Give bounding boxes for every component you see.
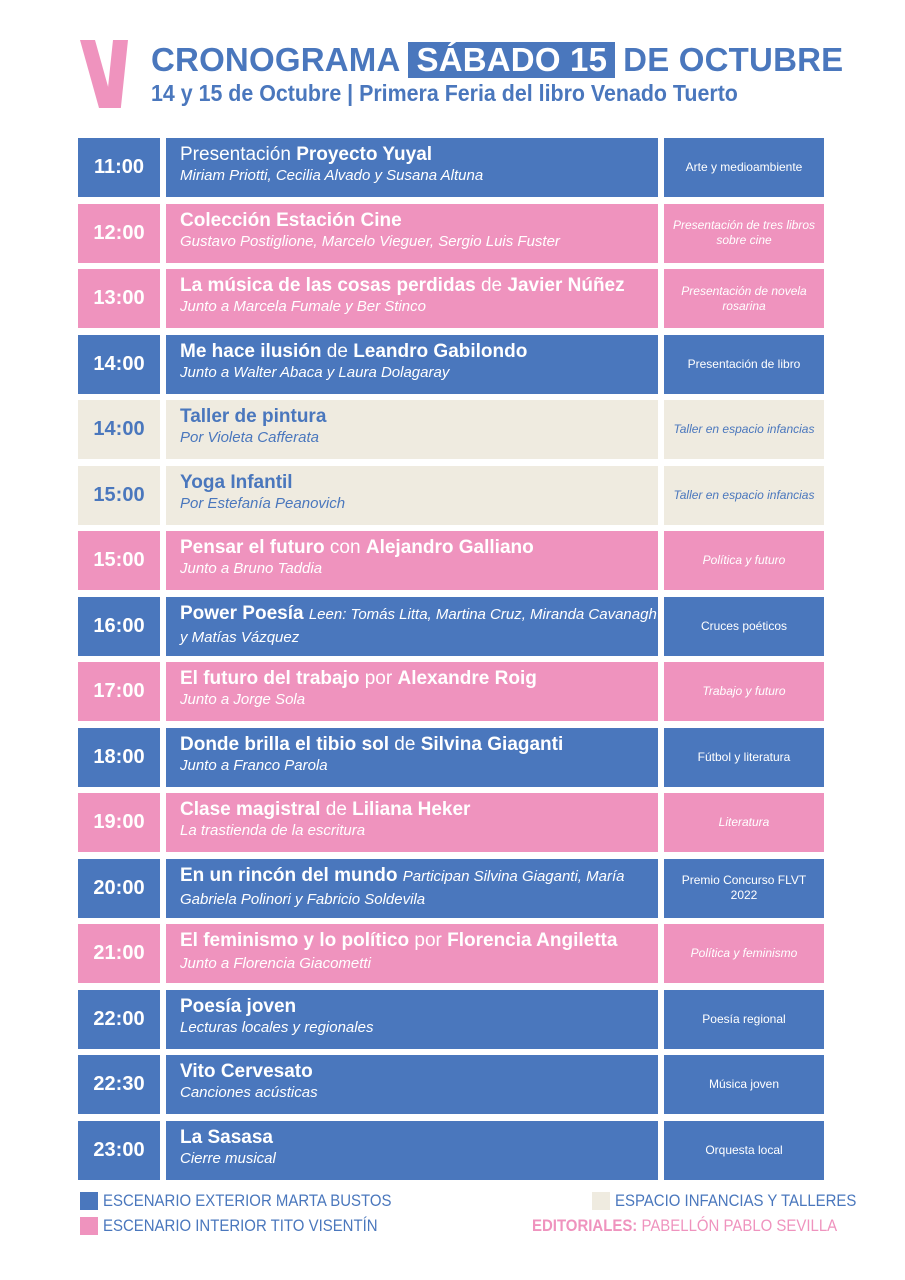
event-subtitle: Gustavo Postiglione, Marcelo Vieguer, Sergio Luis Fuster bbox=[180, 232, 560, 250]
event-category-tag: Fútbol y literatura bbox=[664, 728, 824, 787]
legend-spaces bbox=[532, 1190, 889, 1240]
event-title-main: Vito Cervesato bbox=[180, 1061, 313, 1082]
event-category-tag: Música joven bbox=[664, 1055, 824, 1114]
event-category-tag: Taller en espacio infancias bbox=[664, 400, 824, 459]
event-title-connector: con bbox=[324, 537, 366, 558]
event-time: 20:00 bbox=[78, 859, 160, 918]
event-title-author: Leandro Gabilondo bbox=[353, 340, 528, 362]
event-title-main: El futuro del trabajo bbox=[180, 668, 360, 689]
event-title bbox=[180, 930, 658, 975]
event-time: 15:00 bbox=[78, 531, 160, 590]
schedule-row bbox=[78, 859, 824, 918]
event-title-main: Taller de pintura bbox=[180, 406, 327, 427]
event-time: 21:00 bbox=[78, 924, 160, 983]
event-time: 14:00 bbox=[78, 400, 160, 459]
event-title-author: Silvina Giaganti bbox=[420, 733, 564, 755]
event-category-tag: Trabajo y futuro bbox=[664, 662, 824, 721]
event-details bbox=[166, 990, 658, 1049]
event-subtitle: Por Estefanía Peanovich bbox=[180, 494, 346, 512]
event-title bbox=[180, 865, 658, 911]
event-subtitle: Junto a Walter Abaca y Laura Dolagaray bbox=[180, 363, 450, 381]
event-details bbox=[166, 531, 658, 590]
event-time: 14:00 bbox=[78, 335, 160, 394]
event-title-author: Alejandro Galliano bbox=[365, 537, 534, 558]
event-details bbox=[166, 662, 658, 721]
event-details bbox=[166, 924, 658, 983]
event-details bbox=[166, 400, 658, 459]
legend-swatch-blue bbox=[80, 1192, 98, 1210]
event-title-main: El feminismo y lo político bbox=[180, 930, 410, 951]
legend-item-interior bbox=[80, 1215, 431, 1237]
event-title-main: Power Poesía bbox=[180, 602, 304, 624]
event-time: 15:00 bbox=[78, 466, 160, 525]
event-category-tag: Presentación de novela rosarina bbox=[664, 269, 824, 328]
event-details bbox=[166, 204, 658, 263]
title-prefix: CRONOGRAMA bbox=[151, 41, 401, 78]
event-title-main: La Sasasa bbox=[180, 1126, 273, 1148]
event-title-author: Alexandre Roig bbox=[397, 668, 537, 689]
event-title-main: En un rincón del mundo bbox=[180, 864, 398, 886]
event-details bbox=[166, 269, 658, 328]
event-subtitle: La trastienda de la escritura bbox=[180, 822, 366, 839]
event-title bbox=[180, 996, 658, 1018]
event-category-tag: Política y futuro bbox=[664, 531, 824, 590]
event-title-author: Javier Núñez bbox=[507, 275, 625, 296]
event-title-main: Poesía joven bbox=[180, 995, 297, 1017]
event-title-main: La música de las cosas perdidas bbox=[180, 275, 476, 296]
event-subtitle: Por Violeta Cafferata bbox=[180, 429, 319, 446]
event-title-main: Pensar el futuro bbox=[180, 537, 325, 558]
schedule-row bbox=[78, 531, 824, 590]
event-title-main: Me hace ilusión bbox=[180, 340, 322, 362]
event-title bbox=[180, 734, 658, 756]
event-category-tag: Literatura bbox=[664, 793, 824, 852]
legend-label-exterior: ESCENARIO EXTERIOR MARTA BUSTOS bbox=[103, 1191, 392, 1210]
event-category-tag: Orquesta local bbox=[664, 1121, 824, 1180]
event-title bbox=[180, 537, 658, 559]
event-subtitle: Cierre musical bbox=[180, 1149, 276, 1167]
event-category-tag: Presentación de tres libros sobre cine bbox=[664, 204, 824, 263]
event-subtitle: Junto a Franco Parola bbox=[180, 756, 328, 774]
event-subtitle: Lecturas locales y regionales bbox=[180, 1018, 374, 1036]
event-title bbox=[180, 1127, 658, 1149]
title-suffix: DE OCTUBRE bbox=[623, 41, 844, 78]
event-title bbox=[180, 472, 658, 494]
event-subtitle: Canciones acústicas bbox=[180, 1084, 318, 1101]
schedule-row bbox=[78, 400, 824, 459]
legend-item-editoriales bbox=[532, 1215, 889, 1237]
event-details bbox=[166, 597, 658, 656]
event-details bbox=[166, 859, 658, 918]
event-title bbox=[180, 799, 658, 821]
event-title-connector: por bbox=[409, 930, 448, 951]
event-details bbox=[166, 335, 658, 394]
event-time: 17:00 bbox=[78, 662, 160, 721]
legend-label-infancias: ESPACIO INFANCIAS Y TALLERES bbox=[615, 1191, 857, 1210]
event-time: 18:00 bbox=[78, 728, 160, 787]
schedule-row bbox=[78, 138, 824, 197]
event-subtitle: Junto a Marcela Fumale y Ber Stinco bbox=[180, 298, 426, 315]
event-category-tag: Presentación de libro bbox=[664, 335, 824, 394]
event-title bbox=[180, 603, 658, 649]
event-subtitle: Junto a Bruno Taddia bbox=[180, 560, 323, 577]
event-time: 22:30 bbox=[78, 1055, 160, 1114]
legend-editoriales-value: PABELLÓN PABLO SEVILLA bbox=[641, 1216, 838, 1235]
event-details bbox=[166, 466, 658, 525]
legend-venues bbox=[80, 1190, 431, 1240]
schedule-row bbox=[78, 597, 824, 656]
legend-editoriales-text bbox=[532, 1216, 837, 1236]
event-title-author: Florencia Angiletta bbox=[447, 930, 618, 951]
title-highlight-date: SÁBADO 15 bbox=[408, 42, 615, 78]
event-title bbox=[180, 668, 658, 690]
schedule-row bbox=[78, 793, 824, 852]
page-subtitle: 14 y 15 de Octubre | Primera Feria del libro Venado Tuerto bbox=[151, 80, 738, 106]
event-category-tag: Poesía regional bbox=[664, 990, 824, 1049]
event-details bbox=[166, 1121, 658, 1180]
page-title bbox=[151, 40, 843, 80]
event-time: 11:00 bbox=[78, 138, 160, 197]
event-participants: Leen: Tomás Litta, Martina Cruz, Miranda Cavanagh y Matías Vázquez bbox=[180, 605, 657, 646]
legend-editoriales-label: EDITORIALES: bbox=[532, 1216, 638, 1235]
event-time: 16:00 bbox=[78, 597, 160, 656]
schedule-row bbox=[78, 204, 824, 263]
event-details bbox=[166, 793, 658, 852]
event-time: 12:00 bbox=[78, 204, 160, 263]
event-category-tag: Premio Concurso FLVT 2022 bbox=[664, 859, 824, 918]
schedule-row bbox=[78, 728, 824, 787]
event-details bbox=[166, 138, 658, 197]
event-title bbox=[180, 406, 658, 428]
event-details bbox=[166, 1055, 658, 1114]
event-time: 23:00 bbox=[78, 1121, 160, 1180]
event-title-main: Yoga Infantil bbox=[180, 471, 293, 493]
event-title-connector: de bbox=[321, 340, 354, 362]
event-title bbox=[180, 144, 658, 166]
fair-logo-icon bbox=[80, 40, 140, 108]
schedule-row bbox=[78, 1121, 824, 1180]
event-title-main: Donde brilla el tibio sol bbox=[180, 733, 390, 755]
legend-item-infancias bbox=[592, 1190, 889, 1212]
schedule-row bbox=[78, 662, 824, 721]
event-title-author: Liliana Heker bbox=[352, 799, 471, 820]
event-title bbox=[180, 210, 658, 232]
event-time: 13:00 bbox=[78, 269, 160, 328]
event-participants: Participan Silvina Giaganti, María Gabriela Polinori y Fabricio Soldevila bbox=[180, 867, 625, 908]
schedule-row bbox=[78, 924, 824, 983]
legend-swatch-beige bbox=[592, 1192, 610, 1210]
schedule-row bbox=[78, 269, 824, 328]
schedule-row bbox=[78, 466, 824, 525]
schedule-row bbox=[78, 335, 824, 394]
schedule-row bbox=[78, 1055, 824, 1114]
event-title-prefix: Presentación bbox=[180, 144, 297, 165]
event-title-main: Colección Estación Cine bbox=[180, 209, 402, 231]
event-title-connector: por bbox=[359, 668, 398, 689]
event-title-main: Clase magistral bbox=[180, 799, 321, 820]
event-category-tag: Arte y medioambiente bbox=[664, 138, 824, 197]
event-title bbox=[180, 1061, 658, 1083]
schedule-table bbox=[78, 138, 824, 1186]
event-title-connector: de bbox=[475, 275, 508, 296]
event-title-connector: de bbox=[320, 799, 353, 820]
event-subtitle: Miriam Priotti, Cecilia Alvado y Susana Altuna bbox=[180, 167, 484, 184]
event-title bbox=[180, 341, 658, 363]
event-time: 19:00 bbox=[78, 793, 160, 852]
event-details bbox=[166, 728, 658, 787]
event-category-tag: Cruces poéticos bbox=[664, 597, 824, 656]
legend-swatch-pink bbox=[80, 1217, 98, 1235]
event-category-tag: Taller en espacio infancias bbox=[664, 466, 824, 525]
legend-label-interior: ESCENARIO INTERIOR TITO VISENTÍN bbox=[103, 1216, 378, 1235]
event-category-tag: Política y feminismo bbox=[664, 924, 824, 983]
event-participants: Junto a Florencia Giacometti bbox=[180, 955, 371, 972]
event-time: 22:00 bbox=[78, 990, 160, 1049]
schedule-row bbox=[78, 990, 824, 1049]
event-title-main: Proyecto Yuyal bbox=[296, 144, 433, 165]
legend-item-exterior bbox=[80, 1190, 431, 1212]
event-title-connector: de bbox=[389, 733, 421, 755]
event-subtitle: Junto a Jorge Sola bbox=[180, 691, 306, 708]
event-title bbox=[180, 275, 658, 297]
